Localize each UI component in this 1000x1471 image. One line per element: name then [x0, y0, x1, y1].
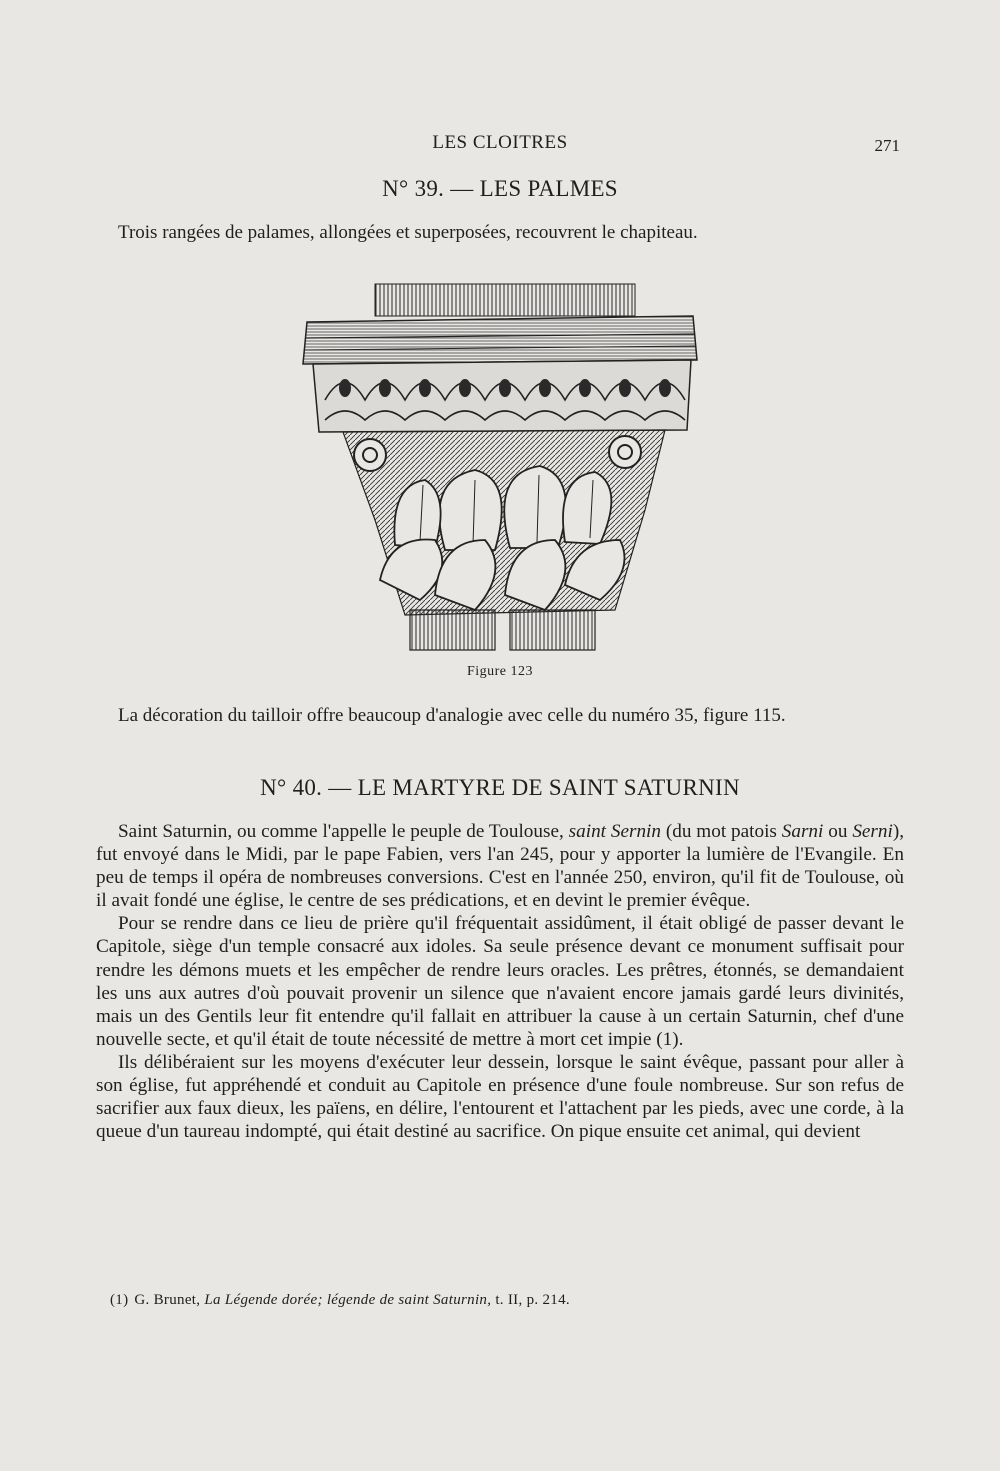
- paragraph-2: Pour se rendre dans ce lieu de prière qu'il fréquentait assidûment, il était obligé de passer devant le Capitole, siège d'un temple consacré aux idoles. Sa seule présence devant ce monument suffisait pour rendre les démons muets et les empêcher de rendre leurs oracles. Les prêtres, étonnés, se demandaient les uns aux autres d'où pouvait provenir un silence que n'avaient encore jamais gardé leurs divinités, mais un des Gentils leur fit entendre qu'il fallait en attribuer la cause à un certain Saturnin, chef d'une nouvelle secte, et qu'il était de toute nécessité de mettre à mort cet impie (1).: [96, 913, 904, 1050]
- figure-caption: Figure 123: [466, 664, 534, 679]
- p1-text-c: ou: [823, 821, 853, 842]
- p1-text-a: Saint Saturnin, ou comme l'appelle le peuple de Toulouse,: [118, 821, 569, 842]
- p1-italic-sernin: saint Sernin: [568, 821, 661, 842]
- section-39-lead: Trois rangées de palames, allongées et superposées, recouvrent le chapiteau.: [118, 222, 698, 243]
- running-title: LES CLOITRES: [432, 132, 568, 153]
- paragraph-1: [96, 820, 904, 912]
- section-39-heading: N° 39. — LES PALMES: [382, 176, 618, 201]
- running-head: [0, 130, 1000, 160]
- p1-text-b: (du mot patois: [660, 821, 782, 842]
- capital-engraving: [295, 280, 705, 660]
- capital-illustration: [295, 280, 705, 660]
- paragraph-3: Ils délibéraient sur les moyens d'exécuter leur dessein, lorsque le saint évêque, passant pour aller à son église, fut appréhendé et conduit au Capitole en présence d'une foule nombreuse. Sur son refus de sacrifier aux faux dieux, les païens, en délire, l'entourent et l'attachent par les pieds, avec une corde, à la queue d'un taureau indompté, qui était destiné au sacrifice. On pique ensuite cet animal, qui devient: [96, 1051, 904, 1143]
- footnote-ref: t. II, p. 214.: [491, 1292, 570, 1308]
- footnote-author: G. Brunet,: [134, 1292, 205, 1308]
- footnote-marker: (1): [110, 1292, 129, 1308]
- p1-italic-sarni: Sarni: [781, 821, 824, 842]
- p1-italic-serni: Serni: [852, 821, 893, 842]
- section-39-after-figure: La décoration du tailloir offre beaucoup d'analogie avec celle du numéro 35, figure 115.: [118, 705, 786, 726]
- footnote-title: La Légende dorée; légende de saint Saturnin,: [204, 1292, 492, 1308]
- page-number: 271: [874, 136, 900, 155]
- section-40-body: [96, 820, 904, 1143]
- footnote: [110, 1292, 910, 1309]
- section-40-heading: N° 40. — LE MARTYRE DE SAINT SATURNIN: [260, 775, 740, 800]
- p1-text-d: ), fut envoyé dans le Midi, par le pape Fabien, vers l'an 245, pour y apporter la lumière de l'Evangile. En peu de temps il opéra de nombreuses conversions. C'est en l'année 250, environ, qu'il fit de Toulouse, où il avait fondé une église, le centre de ses prédications, et en devint le premier évêque.: [96, 821, 905, 912]
